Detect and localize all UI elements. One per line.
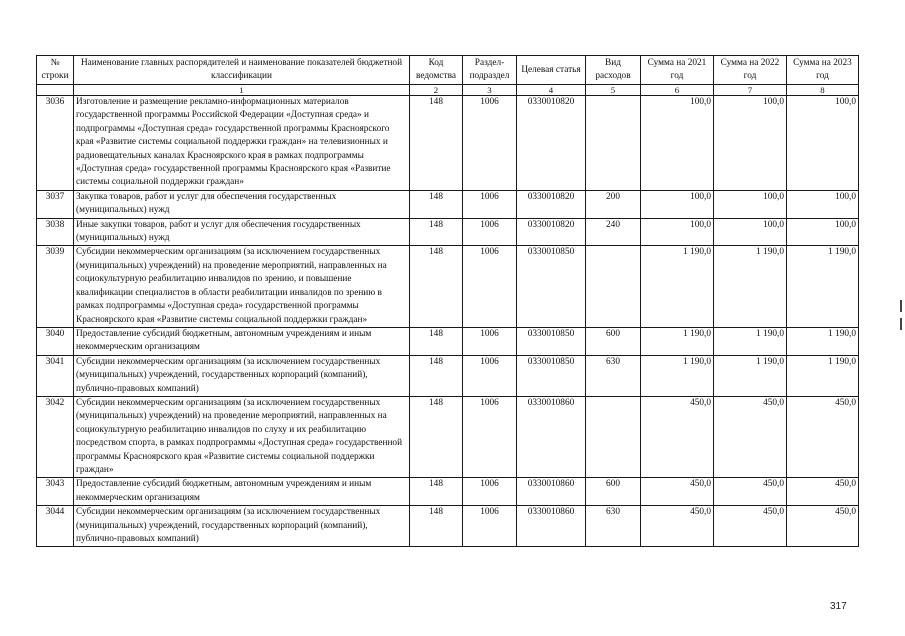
column-number: 4 <box>517 85 586 96</box>
department-code: 148 <box>410 218 463 246</box>
expense-type: 630 <box>586 506 641 547</box>
department-code: 148 <box>410 327 463 355</box>
department-code: 148 <box>410 396 463 477</box>
department-code: 148 <box>410 478 463 506</box>
expense-type: 630 <box>586 355 641 396</box>
row-name: Закупка товаров, работ и услуг для обеспечения государственных (муниципальных) нужд <box>74 190 410 218</box>
sum-2023: 100,0 <box>787 96 859 191</box>
header-target-article: Целевая статья <box>517 56 586 85</box>
row-number: 3038 <box>37 218 74 246</box>
expense-type: 200 <box>586 190 641 218</box>
sum-2023: 100,0 <box>787 190 859 218</box>
sum-2021: 450,0 <box>641 396 714 477</box>
row-name: Субсидии некоммерческим организациям (за исключением государственных (муниципальных) учреждений) на проведение мероприятий, направленных на социокультурную реабилитацию инвалидов по зрению, и повышение квалификации специалистов в области реабилитации инвалидов по зрению в рамках подпрограммы «Доступная среда» государственной программы Красноярского края «Развитие системы социальной поддержки граждан» <box>74 246 410 327</box>
section-code: 1006 <box>463 96 517 191</box>
row-number: 3040 <box>37 327 74 355</box>
row-name: Изготовление и размещение рекламно-информационных материалов государственной программы Российской Федерации «Доступная среда» и подпрограммы «Доступная среда» государственной программы Красноярского края «Развитие системы социальной поддержки граждан» на телевизионных и радиовещательных каналах Красноярского края в рамках подпрограммы «Доступная среда» государственной программы Красноярского края «Развитие системы социальной поддержки граждан» <box>74 96 410 191</box>
row-number: 3043 <box>37 478 74 506</box>
table-row <box>37 327 859 355</box>
table-row <box>37 246 859 327</box>
table-row <box>37 190 859 218</box>
header-sum-2021: Сумма на 2021 год <box>641 56 714 85</box>
sum-2023: 100,0 <box>787 218 859 246</box>
section-code: 1006 <box>463 327 517 355</box>
section-code: 1006 <box>463 190 517 218</box>
sum-2021: 100,0 <box>641 190 714 218</box>
sum-2022: 100,0 <box>714 96 787 191</box>
column-number: 5 <box>586 85 641 96</box>
row-number: 3042 <box>37 396 74 477</box>
department-code: 148 <box>410 190 463 218</box>
header-department-code: Код ведомства <box>410 56 463 85</box>
expense-type: 600 <box>586 478 641 506</box>
target-article: 0330010850 <box>517 246 586 327</box>
target-article: 0330010850 <box>517 355 586 396</box>
row-name: Предоставление субсидий бюджетным, автономным учреждениям и иным некоммерческим организациям <box>74 327 410 355</box>
row-name: Предоставление субсидий бюджетным, автономным учреждениям и иным некоммерческим организациям <box>74 478 410 506</box>
target-article: 0330010860 <box>517 506 586 547</box>
sum-2022: 450,0 <box>714 478 787 506</box>
page-number: 317 <box>830 601 847 612</box>
sum-2021: 450,0 <box>641 506 714 547</box>
sum-2021: 1 190,0 <box>641 246 714 327</box>
sum-2023: 1 190,0 <box>787 355 859 396</box>
sum-2022: 1 190,0 <box>714 355 787 396</box>
column-number: 8 <box>787 85 859 96</box>
header-name: Наименование главных распорядителей и наименование показателей бюджетной классификации <box>74 56 410 85</box>
target-article: 0330010820 <box>517 190 586 218</box>
column-number-row <box>37 85 859 96</box>
expense-type <box>586 246 641 327</box>
column-number: 3 <box>463 85 517 96</box>
sum-2021: 1 190,0 <box>641 327 714 355</box>
column-number: 6 <box>641 85 714 96</box>
row-number: 3044 <box>37 506 74 547</box>
expense-type <box>586 96 641 191</box>
header-expense-type: Вид расходов <box>586 56 641 85</box>
budget-table-container <box>36 55 859 547</box>
column-number: 2 <box>410 85 463 96</box>
table-row <box>37 355 859 396</box>
sum-2023: 1 190,0 <box>787 246 859 327</box>
expense-type: 240 <box>586 218 641 246</box>
table-row <box>37 96 859 191</box>
department-code: 148 <box>410 246 463 327</box>
sum-2021: 450,0 <box>641 478 714 506</box>
row-number: 3036 <box>37 96 74 191</box>
sum-2022: 100,0 <box>714 218 787 246</box>
sum-2022: 1 190,0 <box>714 246 787 327</box>
expense-type: 600 <box>586 327 641 355</box>
section-code: 1006 <box>463 218 517 246</box>
sum-2022: 100,0 <box>714 190 787 218</box>
row-number: 3041 <box>37 355 74 396</box>
sum-2021: 1 190,0 <box>641 355 714 396</box>
row-number: 3037 <box>37 190 74 218</box>
sum-2023: 450,0 <box>787 506 859 547</box>
header-row <box>37 56 859 85</box>
section-code: 1006 <box>463 396 517 477</box>
table-row <box>37 478 859 506</box>
sum-2021: 100,0 <box>641 218 714 246</box>
department-code: 148 <box>410 96 463 191</box>
section-code: 1006 <box>463 478 517 506</box>
row-name: Иные закупки товаров, работ и услуг для обеспечения государственных (муниципальных) нужд <box>74 218 410 246</box>
header-section: Раздел-подраздел <box>463 56 517 85</box>
target-article: 0330010820 <box>517 96 586 191</box>
row-name: Субсидии некоммерческим организациям (за исключением государственных (муниципальных) учреждений) на проведение мероприятий, направленных на социокультурную реабилитацию инвалидов по слуху и их реабилитацию посредством спорта, в рамках подпрограммы «Доступная среда» государственной программы Красноярского края «Развитие системы социальной поддержки граждан» <box>74 396 410 477</box>
sum-2023: 450,0 <box>787 478 859 506</box>
header-row-number: № строки <box>37 56 74 85</box>
row-name: Субсидии некоммерческим организациям (за исключением государственных (муниципальных) учреждений, государственных корпораций (компаний), публично-правовых компаний) <box>74 355 410 396</box>
section-code: 1006 <box>463 246 517 327</box>
sum-2022: 450,0 <box>714 506 787 547</box>
sum-2023: 450,0 <box>787 396 859 477</box>
sum-2022: 450,0 <box>714 396 787 477</box>
table-row <box>37 506 859 547</box>
target-article: 0330010820 <box>517 218 586 246</box>
table-row <box>37 218 859 246</box>
target-article: 0330010850 <box>517 327 586 355</box>
sum-2021: 100,0 <box>641 96 714 191</box>
target-article: 0330010860 <box>517 478 586 506</box>
target-article: 0330010860 <box>517 396 586 477</box>
sum-2023: 1 190,0 <box>787 327 859 355</box>
section-code: 1006 <box>463 355 517 396</box>
sum-2022: 1 190,0 <box>714 327 787 355</box>
budget-table <box>36 55 859 547</box>
scan-edge-mark <box>900 300 902 312</box>
expense-type <box>586 396 641 477</box>
section-code: 1006 <box>463 506 517 547</box>
department-code: 148 <box>410 506 463 547</box>
header-sum-2022: Сумма на 2022 год <box>714 56 787 85</box>
table-row <box>37 396 859 477</box>
column-number <box>37 85 74 96</box>
scan-edge-mark <box>900 318 902 330</box>
department-code: 148 <box>410 355 463 396</box>
header-sum-2023: Сумма на 2023 год <box>787 56 859 85</box>
row-name: Субсидии некоммерческим организациям (за исключением государственных (муниципальных) учреждений, государственных корпораций (компаний), публично-правовых компаний) <box>74 506 410 547</box>
column-number: 1 <box>74 85 410 96</box>
column-number: 7 <box>714 85 787 96</box>
row-number: 3039 <box>37 246 74 327</box>
